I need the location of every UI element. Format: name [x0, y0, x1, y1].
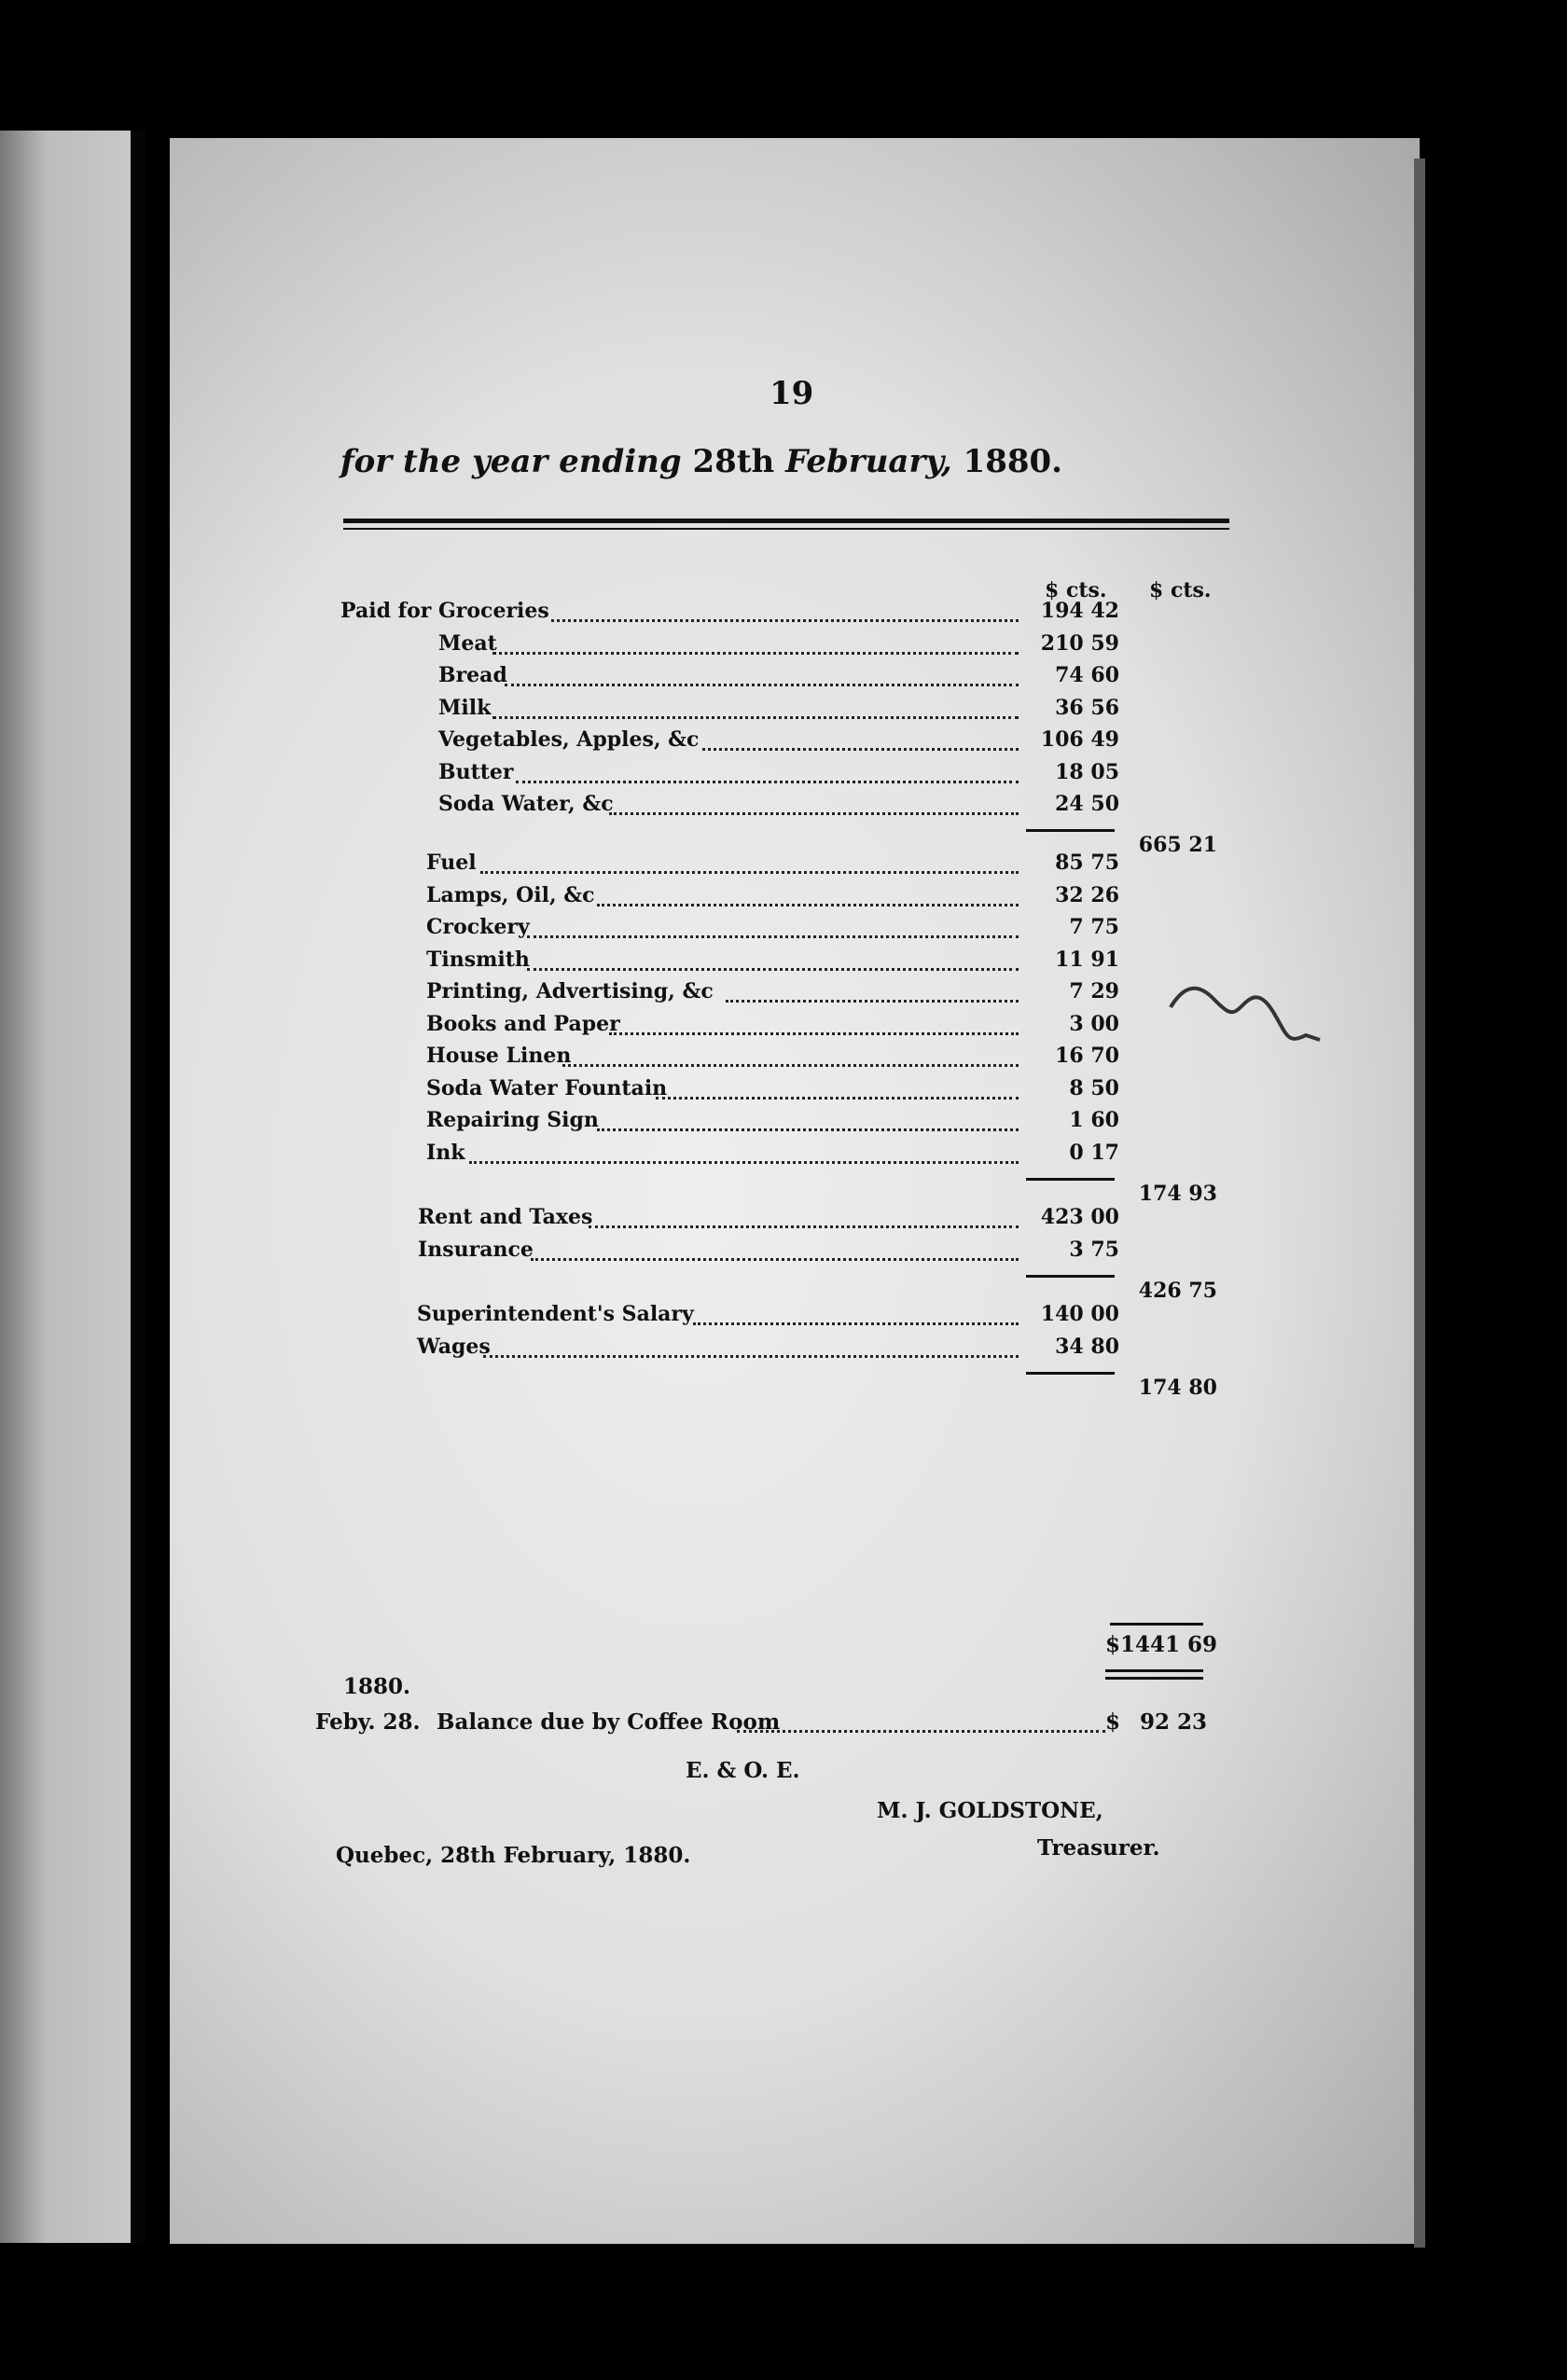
ledger-item-label: House Linen: [426, 1044, 572, 1068]
ledger-leader-dots: [562, 1064, 1019, 1067]
ledger-item-label: Ink: [426, 1140, 465, 1165]
ledger-item-label: Insurance: [418, 1237, 534, 1262]
ledger-item-label: Wages: [417, 1334, 491, 1359]
ledger-leader-dots: [469, 1161, 1019, 1164]
ledger-leader-dots: [609, 1032, 1019, 1035]
place-and-date: Quebec, 28th February, 1880.: [336, 1843, 691, 1868]
subtotal-rule: [1026, 1178, 1115, 1181]
ledger-leader-dots: [589, 1225, 1019, 1228]
grand-total-rule-under-2: [1105, 1677, 1203, 1680]
page-number: 19: [770, 375, 814, 412]
ledger-item-label: Rent and Taxes: [418, 1205, 593, 1229]
grand-total-rule-top: [1110, 1623, 1203, 1626]
balance-leader-dots: [737, 1730, 1105, 1733]
heading-double-rule-top: [343, 519, 1229, 523]
page-heading: [340, 443, 1062, 480]
balance-currency: $: [1105, 1709, 1121, 1735]
ledger-item-amount: 140 00: [1040, 1302, 1119, 1326]
grand-total-rule-under-1: [1105, 1669, 1203, 1672]
ledger-item-label: Books and Paper: [426, 1011, 620, 1036]
group-subtotal: 174 93: [1138, 1181, 1217, 1206]
ledger-item-label: Groceries: [438, 599, 549, 623]
errors-omissions-excepted: E. & O. E.: [686, 1758, 800, 1783]
ledger-item-amount: 24 50: [1055, 792, 1119, 816]
balance-amount: 92 23: [1140, 1709, 1208, 1735]
ledger-leader-dots: [609, 812, 1019, 815]
ledger-item-label: Lamps, Oil, &c: [426, 882, 595, 907]
ledger-leader-dots: [480, 871, 1019, 874]
column-header-cents: $ cts.: [1045, 578, 1107, 602]
ledger-leader-dots: [527, 935, 1019, 938]
signatory-title: Treasurer.: [1037, 1835, 1160, 1861]
ledger-item-label: Repairing Sign: [426, 1108, 599, 1132]
ledger-item-amount: 34 80: [1055, 1334, 1119, 1359]
balance-date: Feby. 28.: [315, 1709, 421, 1735]
ink-scribble-mark: [1166, 979, 1324, 1063]
ledger-leader-dots: [693, 1322, 1019, 1325]
ledger-item-label: Milk: [438, 695, 492, 720]
ledger-item-label: Bread: [438, 663, 507, 687]
group-subtotal: 426 75: [1138, 1278, 1217, 1303]
ledger-leader-dots: [492, 652, 1019, 655]
balance-year: 1880.: [343, 1674, 411, 1699]
ledger-item-amount: 36 56: [1055, 695, 1119, 720]
ledger-item-label: Meat: [438, 630, 497, 656]
subtotal-rule: [1026, 829, 1115, 832]
ledger-leader-dots: [702, 748, 1019, 751]
subtotal-rule: [1026, 1372, 1115, 1375]
subtotal-rule: [1026, 1275, 1115, 1278]
ledger-item-amount: 18 05: [1055, 759, 1119, 784]
heading-day: 28th: [692, 443, 775, 480]
ledger-item-amount: 11 91: [1055, 947, 1119, 972]
ledger-item-amount: 85 75: [1055, 851, 1119, 875]
paid-for-label: Paid for: [340, 599, 432, 623]
heading-year: 1880.: [963, 443, 1063, 480]
heading-month: February,: [785, 443, 952, 480]
ledger-item-amount: 74 60: [1055, 663, 1119, 687]
ledger-item-label: Vegetables, Apples, &c: [438, 727, 700, 752]
ledger-item-label: Soda Water Fountain: [426, 1075, 668, 1100]
column-header-totals: $ cts.: [1149, 578, 1212, 602]
heading-italic: for the year ending: [340, 443, 682, 480]
ledger-item-label: Superintendent's Salary: [417, 1302, 694, 1326]
ledger-leader-dots: [656, 1097, 1019, 1100]
ledger-item-amount: 194 42: [1040, 599, 1119, 623]
ledger-item-label: Fuel: [426, 851, 477, 875]
ledger-item-amount: 8 50: [1069, 1075, 1119, 1100]
ledger-item-amount: 1 60: [1069, 1108, 1119, 1132]
facing-page-edge: [0, 131, 131, 2243]
ledger-leader-dots: [597, 904, 1019, 906]
group-subtotal: 174 80: [1138, 1375, 1217, 1400]
ledger-item-amount: 7 75: [1069, 915, 1119, 939]
ledger-leader-dots: [551, 619, 1019, 622]
ledger-item-label: Soda Water, &c: [438, 792, 614, 816]
ledger-leader-dots: [527, 968, 1019, 971]
ledger-leader-dots: [531, 1258, 1019, 1261]
ledger-leader-dots: [726, 1000, 1019, 1003]
page-shadow-edge: [1414, 159, 1425, 2248]
ledger-item-amount: 106 49: [1040, 727, 1119, 752]
balance-label: Balance due by Coffee Room: [437, 1709, 781, 1735]
grand-total: $1441 69: [1105, 1632, 1218, 1657]
ledger-item-amount: 32 26: [1055, 882, 1119, 907]
heading-double-rule-bottom: [343, 528, 1229, 530]
ledger-leader-dots: [516, 781, 1019, 783]
ledger-leader-dots: [597, 1128, 1019, 1131]
ledger-leader-dots: [492, 716, 1019, 719]
ledger-item-label: Tinsmith: [426, 947, 530, 972]
ledger-item-amount: 423 00: [1040, 1205, 1119, 1229]
group-subtotal: 665 21: [1138, 833, 1217, 857]
ledger-leader-dots: [483, 1355, 1019, 1358]
ledger-item-label: Crockery: [426, 915, 530, 939]
ledger-item-amount: 3 00: [1069, 1011, 1119, 1036]
ledger-item-amount: 210 59: [1040, 630, 1119, 656]
signatory-name: M. J. GOLDSTONE,: [877, 1798, 1103, 1823]
ledger-item-label: Butter: [438, 759, 514, 784]
ledger-item-label: Printing, Advertising, &c: [426, 979, 714, 1003]
book-gutter: [131, 131, 146, 2243]
ledger-leader-dots: [505, 684, 1019, 686]
ledger-item-amount: 16 70: [1055, 1044, 1119, 1068]
ledger-item-amount: 0 17: [1069, 1140, 1119, 1165]
ledger-item-amount: 3 75: [1069, 1237, 1119, 1262]
ledger-item-amount: 7 29: [1069, 979, 1119, 1003]
